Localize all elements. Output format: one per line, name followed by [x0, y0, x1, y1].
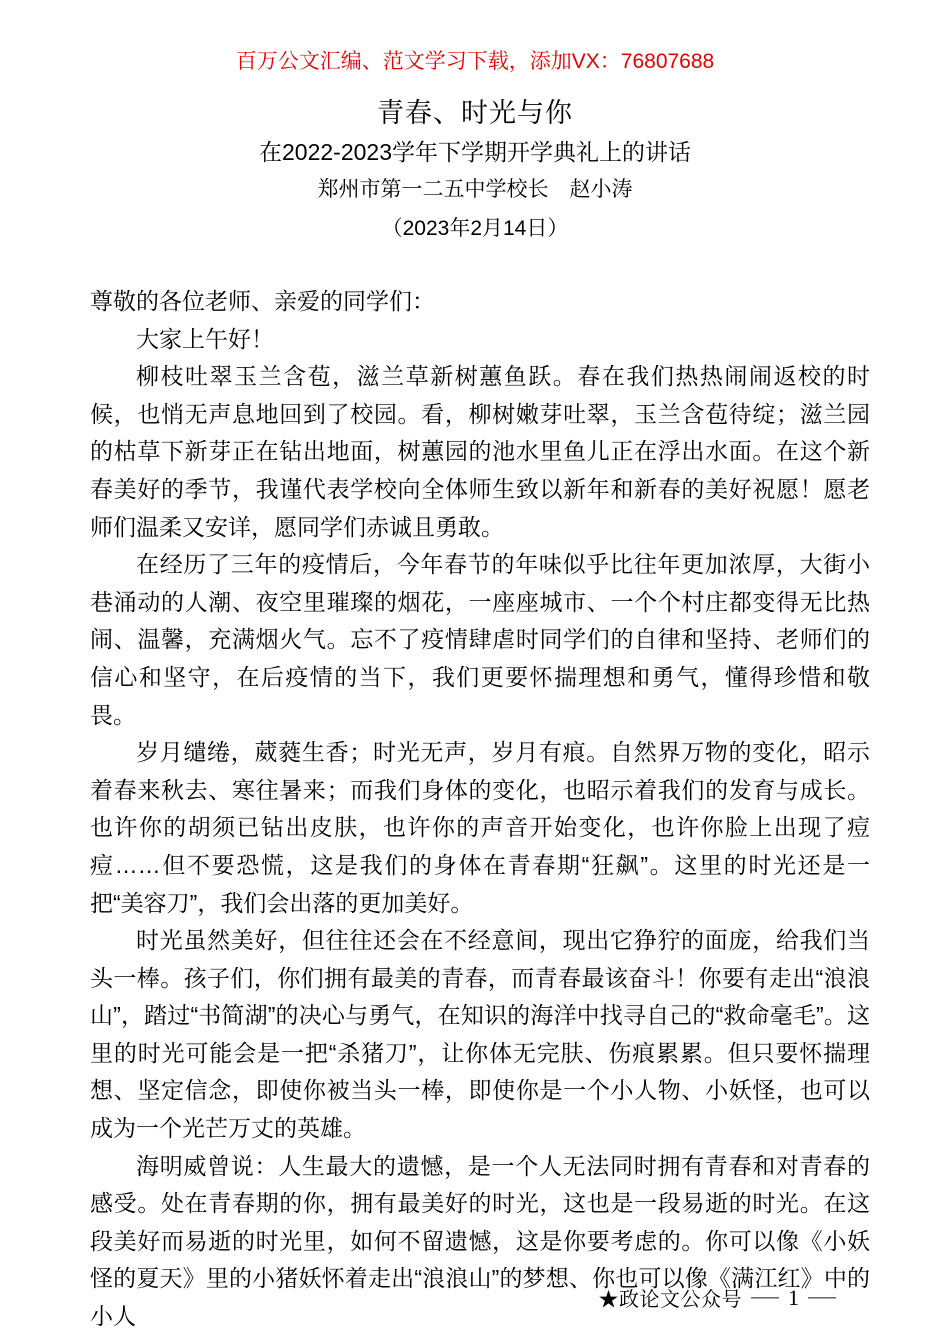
star-icon: ★: [598, 1289, 619, 1311]
doc-title: 青春、时光与你: [377, 98, 573, 128]
page-footer: [598, 1283, 836, 1312]
speech-salutation: 尊敬的各位老师、亲爱的同学们：: [90, 288, 435, 314]
page-number: 1: [788, 1284, 799, 1310]
doc-subtitle: 在2022-2023学年下学期开学典礼上的讲话: [259, 138, 691, 165]
document-heading: [0, 94, 950, 248]
promo-banner: 百万公文汇编、范文学习下载，添加VX：76807688: [235, 50, 715, 73]
speech-paragraph: 柳枝吐翠玉兰含苞，滋兰草新树蕙鱼跃。春在我们热热闹闹返校的时候，也悄无声息地回到了校园。看，柳树嫩芽吐翠，玉兰含苞待绽；滋兰园的枯草下新芽正在钻出地面，树蕙园的池水里鱼儿正在浮出水面。在这个新春美好的季节，我谨代表学校向全体师生致以新年和新春的美好祝愿！愿老师们温柔又安详，愿同学们赤诚且勇敢。: [90, 363, 870, 540]
doc-author: 郑州市第一二五中学校长 赵小涛: [317, 178, 633, 201]
speech-paragraph: 岁月缱绻，葳蕤生香；时光无声，岁月有痕。自然界万物的变化，昭示着春来秋去、寒往暑来；而我们身体的变化，也昭示着我们的发育与成长。也许你的胡须已钻出皮肤，也许你的声音开始变化，也许你脸上出现了痘痘……但不要恐慌，这是我们的身体在青春期“狂飙”。这里的时光还是一把“美容刀”，我们会出落的更加美好。: [90, 739, 870, 916]
doc-date: （2023年2月14日）: [381, 216, 569, 240]
footer-brand: [599, 1283, 743, 1312]
speech-paragraph: 大家上午好！: [136, 325, 274, 352]
speech-body: [90, 283, 870, 1336]
page-number-dash-right: —: [808, 1286, 836, 1308]
page-number-dash-left: —: [751, 1286, 779, 1308]
speech-paragraph: 时光虽然美好，但往往还会在不经意间，现出它狰狞的面庞，给我们当头一棒。孩子们，你们拥有最美的青春，而青春最该奋斗！你要有走出“浪浪山”，踏过“书简湖”的决心与勇气，在知识的海洋中找寻自己的“救命毫毛”。这里的时光可能会是一把“杀猪刀”，让你体无完肤、伤痕累累。但只要怀揣理想、坚定信念，即使你被当头一棒，即使你是一个小人物、小妖怪，也可以成为一个光芒万丈的英雄。: [90, 927, 870, 1142]
footer-brand-label: 政论文公众号: [619, 1289, 742, 1311]
speech-paragraph: 海明威曾说：人生最大的遗憾，是一个人无法同时拥有青春和对青春的感受。处在青春期的你，拥有最美好的时光，这也是一段易逝的时光。在这段美好而易逝的时光里，如何不留遗憾，这是你要考虑的。你可以像《小妖怪的夏天》里的小猪妖怀着走出“浪浪山”的梦想、你也可以像《满江红》中的小人: [90, 1152, 870, 1330]
speech-paragraph: 在经历了三年的疫情后，今年春节的年味似乎比往年更加浓厚，大街小巷涌动的人潮、夜空里璀璨的烟花，一座座城市、一个个村庄都变得无比热闹、温馨，充满烟火气。忘不了疫情肆虐时同学们的自律和坚持、老师们的信心和坚守，在后疫情的当下，我们更要怀揣理想和勇气，懂得珍惜和敬畏。: [90, 551, 870, 728]
